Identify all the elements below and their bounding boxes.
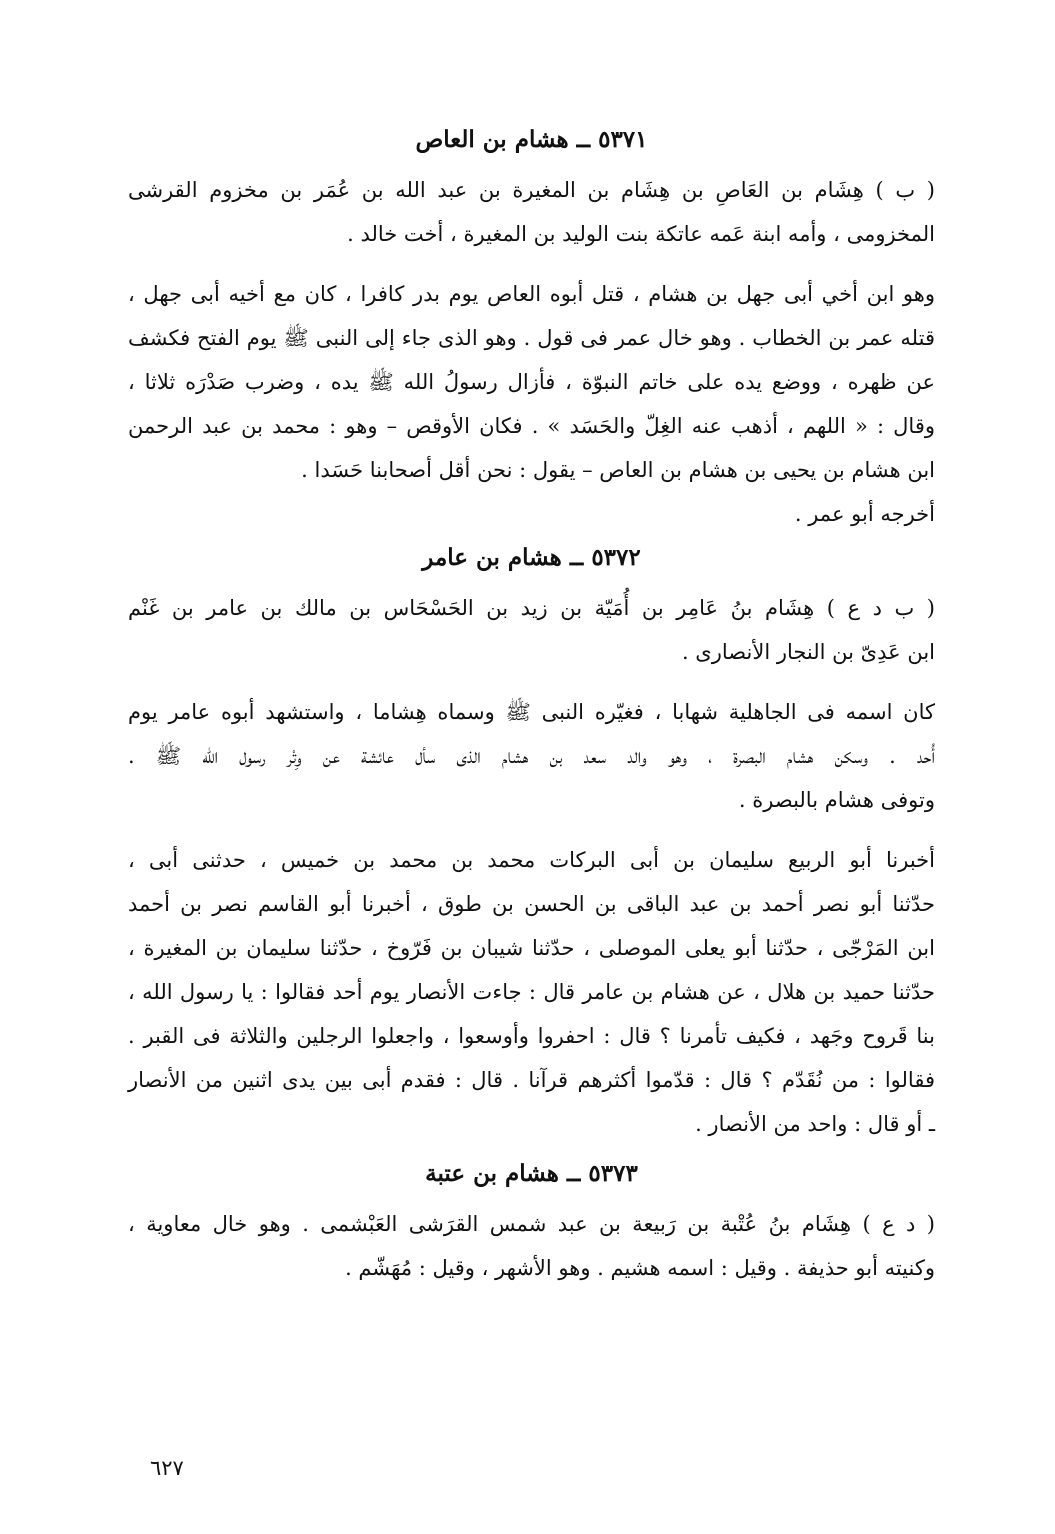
text-line: وتوفى هشام بالبصرة . [738,788,935,812]
text-line: ( ب ) هِشَام بن العَاصِ بن هِشَام بن المغيرة بن عبد الله بن عُمَر بن مخزوم القرشى [128,178,935,202]
text-line: أخرجه أبو عمر . [794,502,935,526]
text-line: ابن المَرْجّى ، حدّثنا أبو يعلى الموصلى ، حدّثنا شيبان بن فَرّوخ ، حدّثنا سليمان بن المغيرة ، [128,936,935,960]
text-line: وهو ابن أخي أبى جهل بن هشام ، قتل أبوه العاص يوم بدر كافرا ، كان مع أخيه أبى جهل ، [128,282,935,306]
paragraph [128,690,935,822]
text-line: حدّثنا حميد بن هلال ، عن هشام بن عامر قال : جاءت الأنصار يوم أحد فقالوا : يا رسول الله ، [128,980,935,1004]
paragraph [128,272,935,492]
text-line: كان اسمه فى الجاهلية شهابا ، فغيّره النبى ﷺ وسماه هِشاما ، واستشهد أبوه عامر يوم [128,700,935,724]
page-number: ٦٢٧ [150,1456,184,1480]
text-line: أخبرنا أبو الربيع سليمان بن أبى البركات محمد بن محمد بن خميس ، حدثنى أبى ، [128,848,935,872]
text-line: حدّثنا أبو نصر أحمد بن عبد الباقى بن الحسن بن طوق ، أخبرنا أبو القاسم نصر بن أحمد [128,892,935,916]
paragraph [128,492,935,536]
text-line: ( ب د ع ) هِشَام بنُ عَامِر بن أُمَيّة بن زيد بن الحَسْحَاس بن مالك بن عامر بن غَنْم [128,596,935,620]
text-line: قتله عمر بن الخطاب . وهو خال عمر فى قول . وهو الذى جاء إلى النبى ﷺ يوم الفتح فكشف [128,326,935,350]
paragraph [128,586,935,674]
paragraph [128,168,935,256]
paragraph [128,838,935,1146]
text-line: ابن هشام بن يحيى بن هشام بن العاص – يقول : نحن أقل أصحابنا حَسَدا . [301,458,935,482]
text-line: المخزومى ، وأمه ابنة عَمه عاتكة بنت الوليد بن المغيرة ، أخت خالد . [347,222,935,246]
text-line: وقال : « اللهم ، أذهب عنه الغِلّ والحَسَد » . فكان الأوقص – وهو : محمد بن عبد الرحمن [128,414,935,438]
text-line: ابن عَدِىّ بن النجار الأنصارى . [681,640,935,664]
text-line: أُحد . وسكن هشام البصرة ، وهو والد سعد بن هشام الذى سأل عائشة عن وِتْر رسول الله ﷺ . [128,744,935,768]
text-line: ـ أو قال : واحد من الأنصار . [695,1112,935,1136]
entry-heading: ٥٣٧٢ ــ هشام بن عامر [422,544,641,571]
entry-heading: ٥٣٧١ ــ هشام بن العاص [415,126,648,153]
text-line: عن ظهره ، ووضع يده على خاتم النبوّة ، فأزال رسولُ الله ﷺ يده ، وضرب صَدْرَه ثلاثا ، [128,370,935,394]
text-line: بنا قَروح وجَهد ، فكيف تأمرنا ؟ قال : احفروا وأوسعوا ، واجعلوا الرجلين والثلاثة فى القبر . [128,1024,935,1048]
text-line: وكنيته أبو حذيفة . وقيل : اسمه هشيم . وهو الأشهر ، وقيل : مُهَشّم . [345,1256,935,1280]
text-line: فقالوا : من نُقَدّم ؟ قال : قدّموا أكثرهم قرآنا . قال : فقدم أبى بين يدى اثنين من الأنصار [128,1068,935,1092]
paragraph [128,1202,935,1290]
text-line: ( د ع ) هِشَام بنُ عُتْبة بن رَبيعة بن عبد شمس القرَشى العَبْشمى . وهو خال معاوية ، [128,1212,935,1236]
entry-heading: ٥٣٧٣ ــ هشام بن عتبة [425,1160,638,1187]
